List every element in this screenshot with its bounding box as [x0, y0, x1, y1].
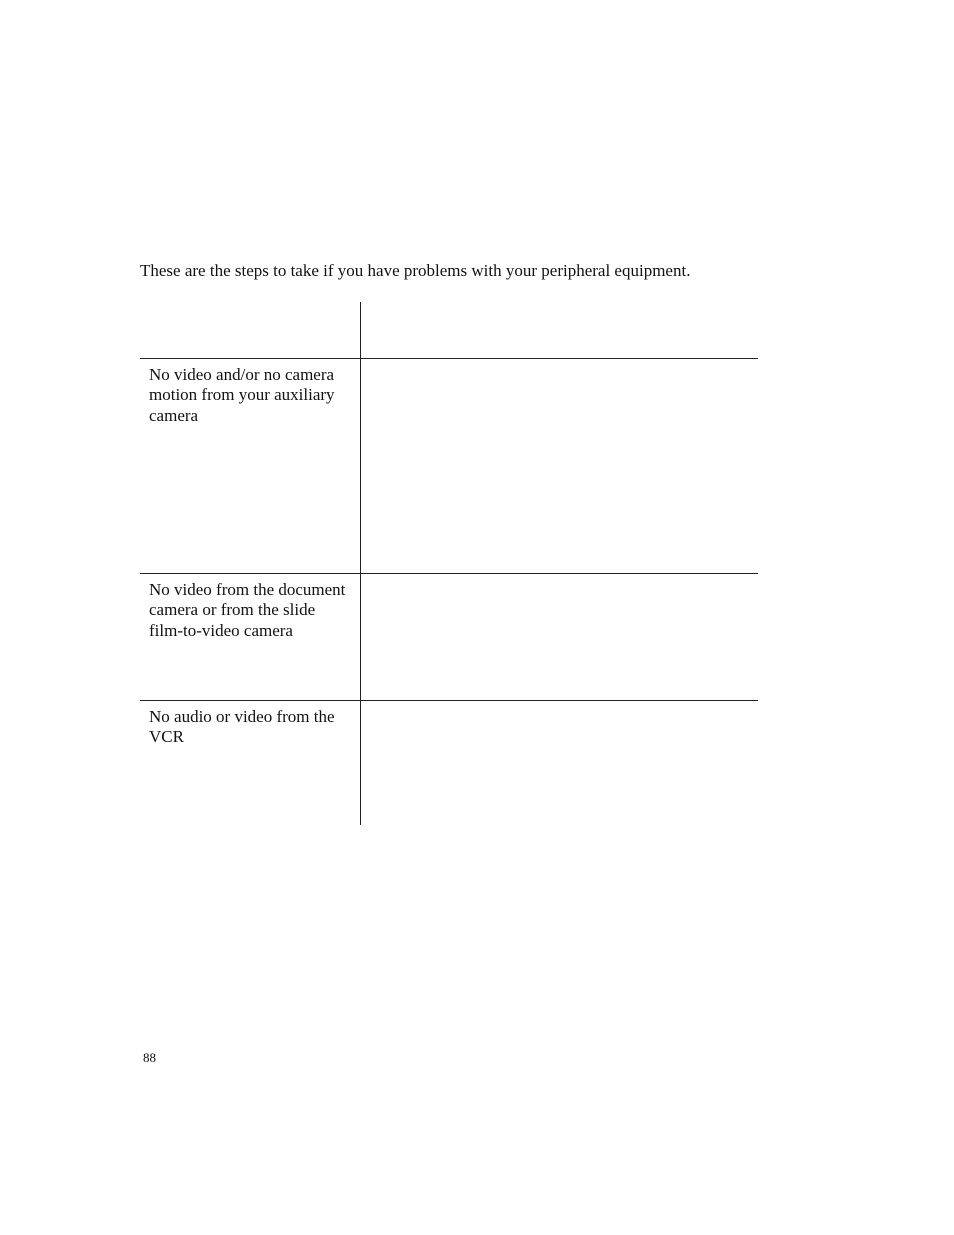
problem-cell: No video and/or no camera motion from your auxiliary camera — [140, 359, 361, 573]
solution-cell — [361, 574, 758, 700]
troubleshooting-table — [140, 302, 758, 825]
table-row — [140, 573, 758, 700]
problem-cell: No audio or video from the VCR — [140, 701, 361, 825]
page-number: 88 — [143, 1050, 156, 1065]
table-row — [140, 700, 758, 825]
intro-paragraph: These are the steps to take if you have problems with your peripheral equipment. — [140, 261, 691, 280]
table-header-row — [140, 302, 758, 358]
solution-cell — [361, 701, 758, 825]
header-problem-cell — [140, 302, 361, 358]
header-solution-cell — [361, 302, 758, 358]
problem-cell: No video from the document camera or from the slide film-to-video camera — [140, 574, 361, 700]
solution-cell — [361, 359, 758, 573]
table-row — [140, 358, 758, 573]
